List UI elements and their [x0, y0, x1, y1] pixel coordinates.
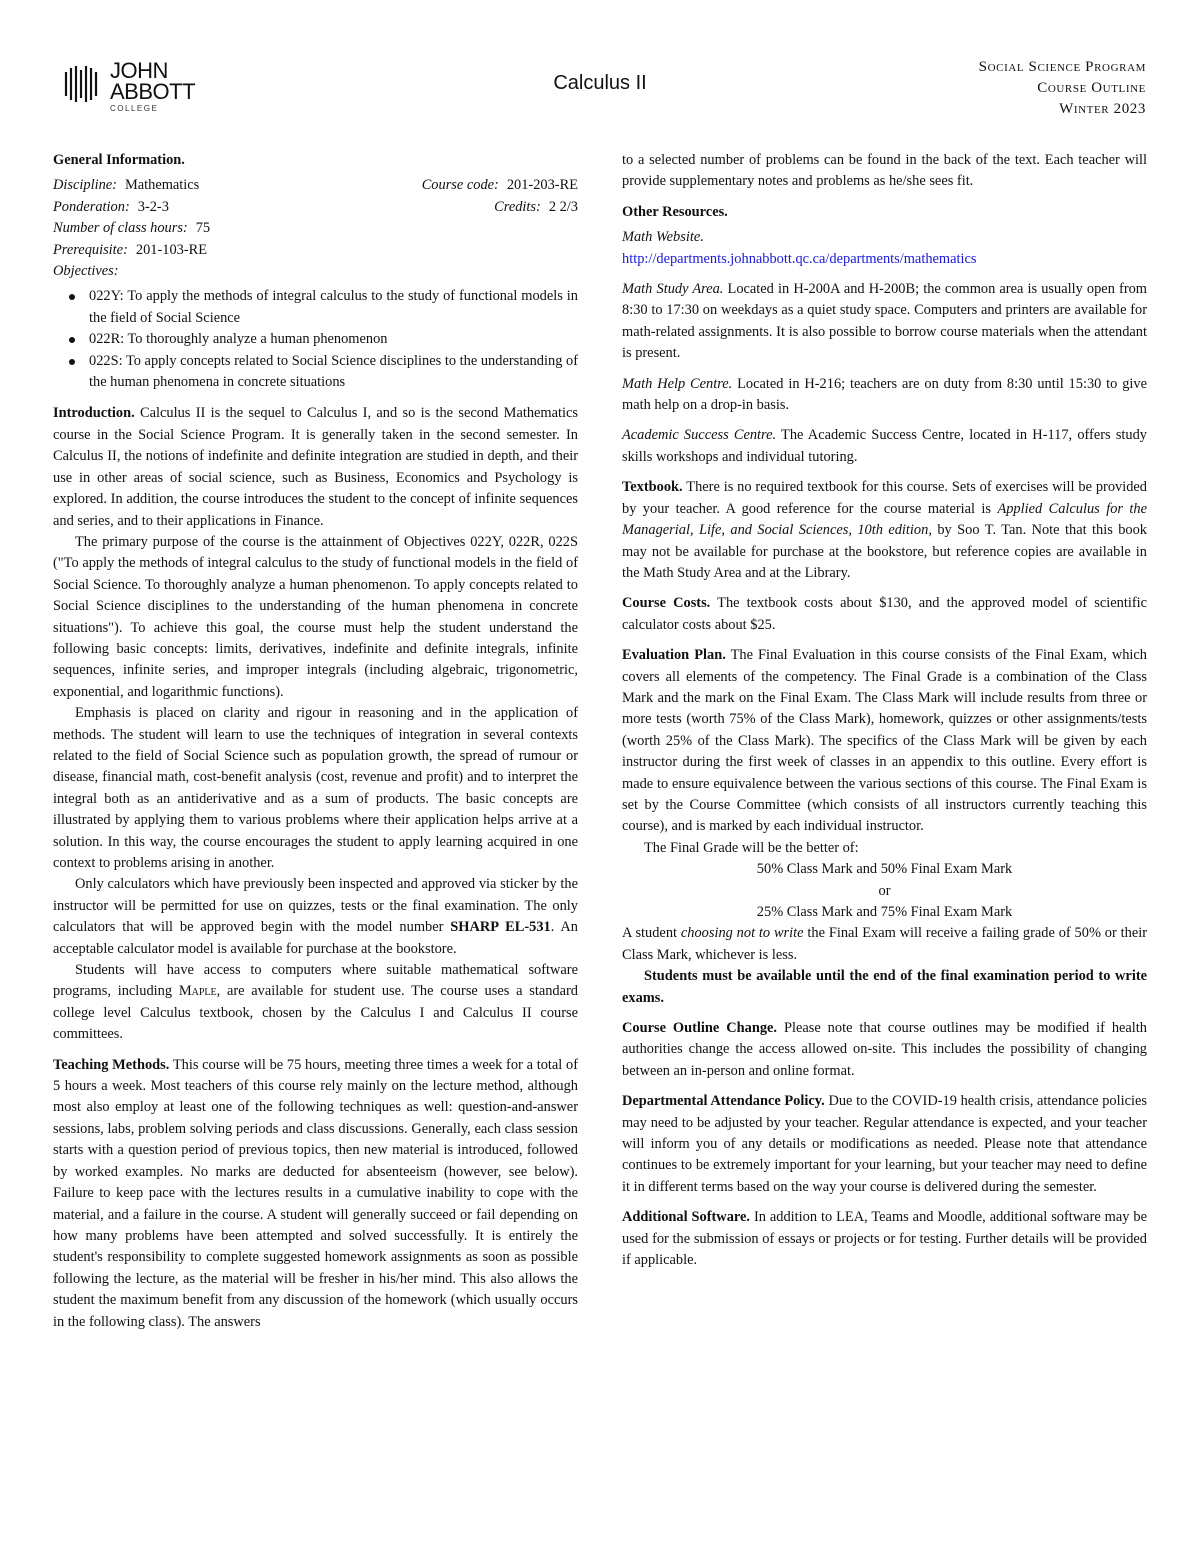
- logo-wordmark: JOHN ABBOTT: [110, 58, 196, 104]
- right-column: [622, 150, 1147, 1281]
- intro-paragraph-4: Only calculators which have previously been inspected and approved via sticker by the instructor will be permitted for use on quizzes, tests or the final examination. The only calculators that will be approved begin with the model number SHARP EL-531. An acceptable calculator model is available for purchase at the bookstore.: [53, 876, 578, 957]
- evaluation-heading: Evaluation Plan.: [622, 647, 726, 664]
- attendance-policy-paragraph: Departmental Attendance Policy. Due to the COVID-19 health crisis, attendance policies may need to be adjusted by your teacher. Regular attendance is expected, and your teacher will inform you of any details or modifications as needed. Please note that attendance continues to be extremely important for your learning, but your teacher may need to define it in different terms based on the way your course is delivered during the semester.: [622, 1093, 1147, 1195]
- objectives-label: Objectives:: [53, 263, 119, 280]
- availability-notice: Students must be available until the end of the final examination period to write exams.: [622, 968, 1147, 1006]
- math-website-label: Math Website.: [622, 229, 704, 246]
- textbook-paragraph: Textbook. There is no required textbook for this course. Sets of exercises will be provided by your teacher. A good reference for the course material is Applied Calculus for the Managerial, Life, and Social Sciences, 10th edition, by Soo T. Tan. Note that this book may not be available for purchase at the bookstore, but reference copies are available in the Math Study Area and at the Library.: [622, 479, 1147, 581]
- info-hours-row: Number of class hours: 75: [53, 220, 211, 237]
- hours-value: 75: [195, 220, 211, 237]
- course-code-value: 201-203-RE: [506, 177, 578, 194]
- math-help-centre: Math Help Centre. Located in H-216; teachers are on duty from 8:30 until 15:30 to give math help on a drop-in basis.: [622, 375, 1147, 414]
- ponderation-value: 3-2-3: [137, 198, 169, 215]
- outline-label: Course Outline: [1037, 80, 1146, 96]
- list-item: 022R: To thoroughly analyze a human phenomenon: [89, 329, 578, 350]
- prereq-value: 201-103-RE: [135, 241, 208, 258]
- outline-change-heading: Course Outline Change.: [622, 1020, 778, 1037]
- objectives-list: [53, 286, 578, 393]
- term-label: Winter 2023: [1059, 101, 1146, 117]
- credits-value: 2 2/3: [548, 198, 578, 215]
- info-prereq-row: Prerequisite: 201-103-RE: [53, 241, 208, 258]
- textbook-heading: Textbook.: [622, 479, 683, 496]
- math-website-block: [622, 227, 1147, 270]
- teaching-methods-paragraph: Teaching Methods. This course will be 75 hours, meeting three times a week for a total of 5 hours a week. Most teachers of this course rely mainly on the lecture method, although most also employ at least one of the following techniques as well: question-and-answer sessions, labs, problem solving periods and class discussions. Generally, each class session starts with a question period of previous topics, then new material is introduced, followed by worked examples. No marks are deducted for absenteeism (however, see below). Failure to keep pace with the lectures results in a cumulative inability to cope with the material, and a failure in the course. A student will generally succeed or fail depending on how many problems have been attempted and solved successfully. It is entirely the student's responsibility to complete suggested homework assignments as soon as possible following the lecture, as the material will be fresher in his/her mind. This also allows the student the maximum benefit from any discussion of the homework (which usually occurs in the following class). The answers: [53, 1056, 578, 1330]
- course-title: Calculus II: [553, 72, 647, 94]
- intro-paragraph-2: The primary purpose of the course is the attainment of Objectives 022Y, 022R, 022S ("To apply the methods of integral calculus to the study of functional models in the field of Social Science. To thoroughly analyze a human phenomenon. To apply concepts related to Social Science disciplines to the understanding of the human phenomena in concrete situations"). To achieve this goal, the course must help the student understand the following basic concepts: limits, derivatives, indefinite and definite integrals, infinite sequences, infinite series, and improper integrals (including algebraic, trigonometric, exponential, and logarithmic functions).: [53, 533, 578, 700]
- attendance-heading: Departmental Attendance Policy.: [622, 1093, 825, 1110]
- john-abbott-logo: [62, 60, 212, 116]
- intro-paragraph-5: Students will have access to computers where suitable mathematical software programs, including Maple, are available for student use. The course uses a standard college level Calculus textbook, chosen by the Calculus I and Calculus II course committees.: [53, 962, 578, 1043]
- outline-change-paragraph: Course Outline Change. Please note that course outlines may be modified if health authorities change the access allowed on-site. This includes the possibility of changing between an in-person and online format.: [622, 1020, 1147, 1079]
- academic-success-centre: Academic Success Centre. The Academic Success Centre, located in H-117, offers study skills workshops and individual tutoring.: [622, 427, 1148, 465]
- discipline-value: Mathematics: [124, 177, 200, 194]
- better-of-line: The Final Grade will be the better of:: [644, 839, 859, 856]
- course-costs-paragraph: Course Costs. The textbook costs about $130, and the approved model of scientific calculator costs about $25.: [622, 595, 1147, 633]
- maple-software: Maple: [178, 983, 217, 1000]
- intro-paragraph-1: Introduction. Calculus II is the sequel to Calculus I, and so is the second Mathematics course in the Social Science Program. It is generally taken in the second semester. In Calculus II, the notions of indefinite and definite integration are studied in depth, and their use in other areas of social science, such as Business, Economics and Psychology is explored. In addition, the course introduces the student to the concept of infinite sequences and series, and to their applications in Finance.: [53, 405, 578, 529]
- info-ponderation-row: Ponderation: 3-2-3 Credits: 2 2/3: [53, 198, 578, 215]
- logo-subtitle: COLLEGE: [110, 104, 159, 113]
- costs-heading: Course Costs.: [622, 595, 711, 612]
- list-item: 022Y: To apply the methods of integral calculus to the study of functional models in the field of Social Science: [89, 286, 578, 329]
- teaching-heading: Teaching Methods.: [53, 1056, 170, 1073]
- intro-paragraph-3: Emphasis is placed on clarity and rigour in reasoning and in the application of methods. The student will learn to use the techniques of integration in several contexts related to the field of Social Science such as population growth, the spread of rumour or disease, financial math, cost-benefit analysis (cost, revenue and profit) and to interpret the integral both as an antiderivative and as a sum of products. The basic concepts are illustrated by applying them to various problems where their application helps arrive at a solution. In this way, the course encourages the student to apply learning acquired in one context to problems arising in another.: [53, 705, 578, 871]
- teaching-continued: to a selected number of problems can be found in the back of the text. Each teacher will provide supplementary notes and problems as he/she sees fit.: [622, 152, 1147, 190]
- calculator-model: SHARP EL-531: [450, 919, 551, 936]
- info-discipline-row: Discipline: Mathematics Course code: 201-203-RE: [53, 177, 578, 194]
- header-program-block: [979, 57, 1146, 120]
- software-heading: Additional Software.: [622, 1209, 751, 1226]
- logo-mark-icon: [62, 64, 106, 104]
- grade-option-or: or: [878, 882, 891, 899]
- program-name: Social Science Program: [978, 59, 1146, 75]
- failing-grade-note: A student choosing not to write the Final Exam will receive a failing grade of 50% or their Class Mark, whichever is less.: [622, 925, 1147, 963]
- evaluation-paragraph: Evaluation Plan. The Final Evaluation in this course consists of the Final Exam, which covers all elements of the competency. The Final Grade is a combination of the Class Mark and the mark on the Final Exam. The Class Mark will include results from three or more tests (worth 75% of the Class Mark), homework, quizzes or other assignments/tests (worth 25% of the Class Mark). The specifics of the Class Mark will be given by each instructor during the first week of classes in an appendix to this outline. Every effort is made to ensure equivalence between the various sections of this course. The Final Exam is set by the Course Committee (which consists of all instructors currently teaching this course), and is marked by each individual instructor.: [622, 647, 1147, 835]
- other-resources-heading: Other Resources.: [622, 203, 728, 220]
- additional-software-paragraph: Additional Software. In addition to LEA, Teams and Moodle, additional software may be used for the submission of essays or projects or for testing. Further details will be provided if applicable.: [622, 1209, 1147, 1269]
- intro-heading: Introduction.: [53, 405, 135, 422]
- textbook-title: Applied Calculus for the Managerial, Life, and Social Sciences, 10th edition: [622, 500, 1147, 539]
- list-item: 022S: To apply concepts related to Social Science disciplines to the understanding of the human phenomena in concrete situations: [89, 351, 578, 394]
- grade-option-1: 50% Class Mark and 50% Final Exam Mark: [756, 861, 1013, 878]
- grade-option-2: 25% Class Mark and 75% Final Exam Mark: [756, 904, 1013, 920]
- math-website-link[interactable]: http://departments.johnabbott.qc.ca/departments/mathematics: [622, 250, 977, 267]
- math-study-area: Math Study Area. Located in H-200A and H-200B; the common area is usually open from 8:30 to 17:30 on weekdays as a quiet study space. Computers and printers are available for math-related assignments. It is also possible to borrow course materials when the attendant is present.: [622, 281, 1147, 362]
- general-info-heading: General Information.: [53, 152, 185, 168]
- left-column: [53, 150, 578, 1333]
